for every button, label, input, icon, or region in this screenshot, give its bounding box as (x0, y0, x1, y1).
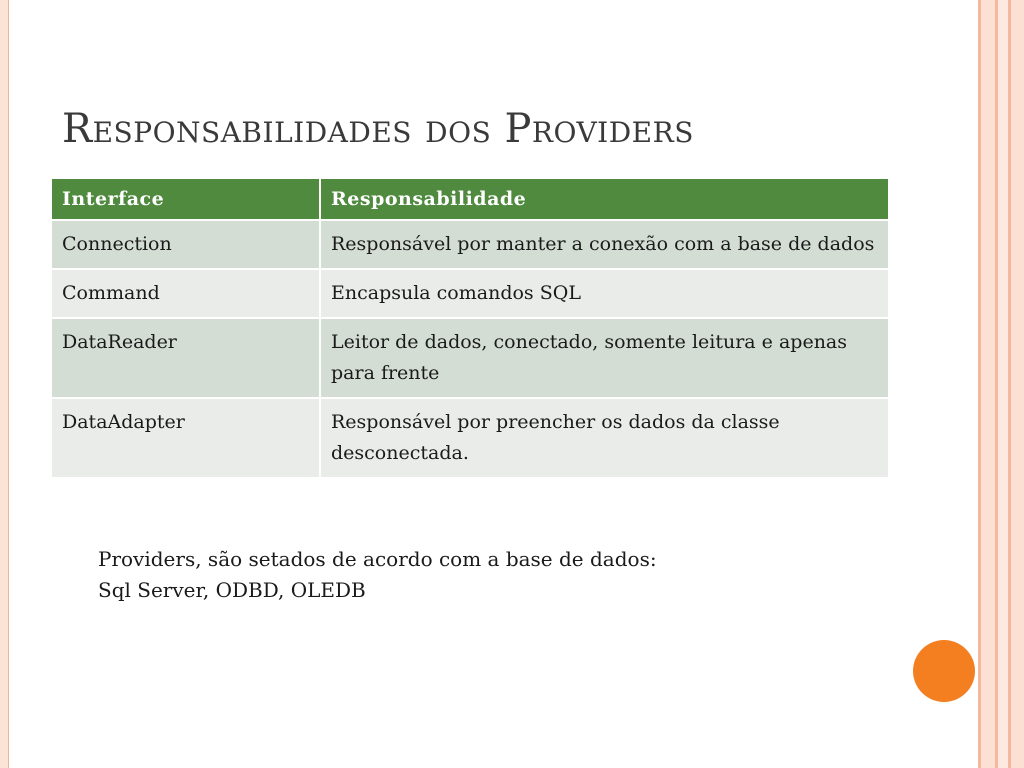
providers-note (98, 544, 657, 606)
table-row (52, 398, 888, 478)
table-header-row (52, 179, 888, 220)
interface-cell: Command (52, 269, 320, 318)
responsibility-cell: Encapsula comandos SQL (320, 269, 888, 318)
header-responsibility: Responsabilidade (320, 179, 888, 220)
slide-title: Responsabilidades dos Providers (62, 106, 694, 152)
responsibility-cell: Responsável por manter a conexão com a base de dados (320, 220, 888, 269)
orange-circle-decoration (913, 640, 975, 702)
right-decorative-stripes (978, 0, 1024, 768)
note-line-2: Sql Server, ODBD, OLEDB (98, 578, 366, 602)
responsibility-cell: Responsável por preencher os dados da classe desconectada. (320, 398, 888, 478)
responsibility-cell: Leitor de dados, conectado, somente leitura e apenas para frente (320, 318, 888, 398)
left-decorative-border (0, 0, 9, 768)
header-interface: Interface (52, 179, 320, 220)
interface-cell: DataAdapter (52, 398, 320, 478)
table-row (52, 269, 888, 318)
table-row (52, 220, 888, 269)
note-line-1: Providers, são setados de acordo com a base de dados: (98, 547, 657, 571)
interface-cell: DataReader (52, 318, 320, 398)
interface-cell: Connection (52, 220, 320, 269)
table-row (52, 318, 888, 398)
responsibilities-table (52, 179, 888, 479)
